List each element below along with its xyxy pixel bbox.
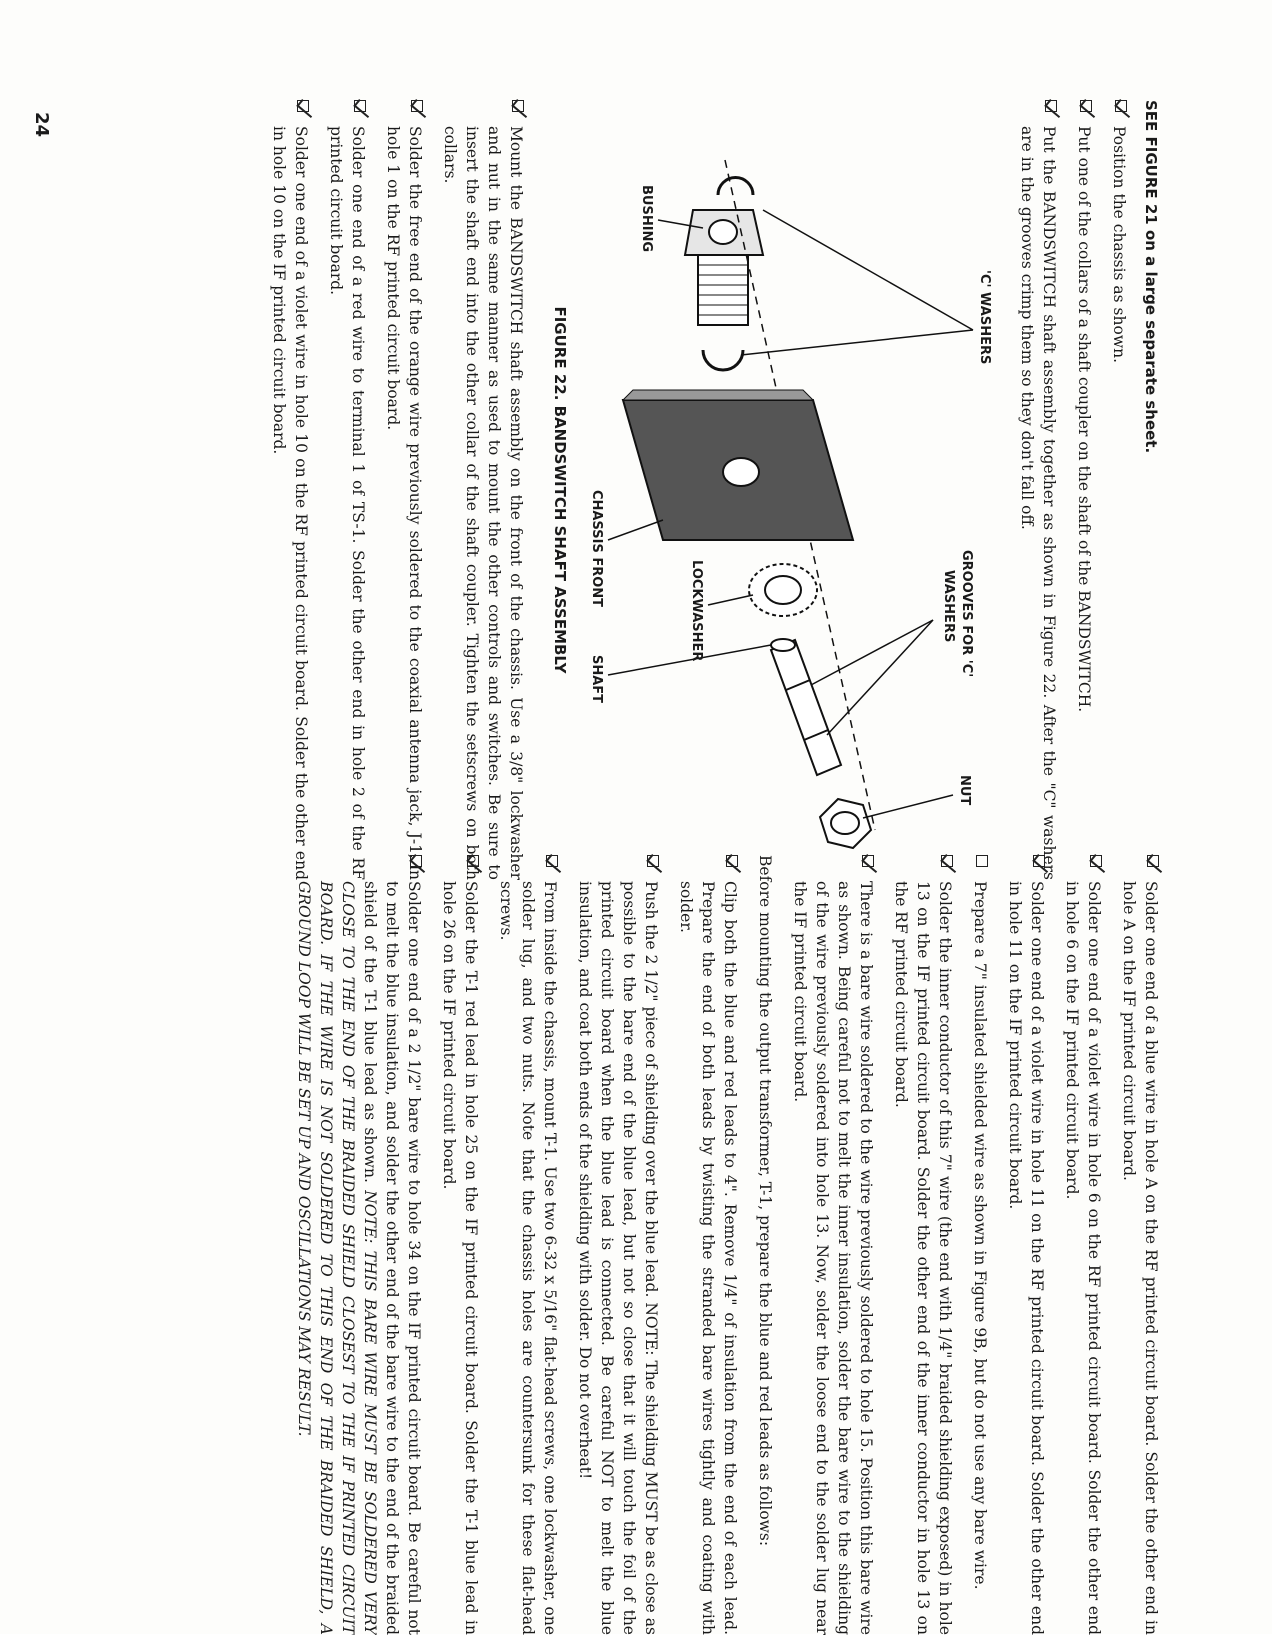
checkbox-icon[interactable] xyxy=(512,100,524,112)
checkbox-icon[interactable] xyxy=(862,855,874,867)
checkbox-icon[interactable] xyxy=(726,855,738,867)
step-mount-t1 xyxy=(495,855,561,1635)
step-solder-violet-wire-6 xyxy=(1061,855,1105,1635)
step-text: Position the chassis as shown. xyxy=(1110,126,1128,364)
step-text: Solder the free end of the orange wire previously soldered to the coaxial antenna jack, J-1, in hole 1 on the RF printed circuit board. xyxy=(384,126,424,880)
left-column xyxy=(255,100,1162,880)
step-clip-leads xyxy=(675,855,741,1635)
figure-22-diagram xyxy=(583,100,1003,880)
label-grooves: GROOVES FOR 'C' xyxy=(959,550,974,678)
label-washers: WASHERS xyxy=(941,570,956,643)
figure-22-caption: FIGURE 22. BANDSWITCH SHAFT ASSEMBLY xyxy=(551,306,569,674)
figure-21-heading: SEE FIGURE 21 on a large separate sheet. xyxy=(1142,100,1160,454)
checkbox-icon[interactable] xyxy=(976,855,988,867)
intro-output-transformer: Before mounting the output transformer, T-1, prepare the blue and red leads as follows: xyxy=(756,855,774,1547)
label-lockwasher: LOCKWASHER xyxy=(689,560,704,662)
step-text: Clip both the blue and red leads to 4". Remove 1/4" of insulation from the end of each lead. Prepare the end of both leads by twisting the stranded bare wires tightly and coating with solder. xyxy=(677,881,739,1635)
step-solder-blue-wire-a xyxy=(1118,855,1162,1635)
step-text: Solder the inner conductor of this 7" wire (the end with 1/4" braided shielding exposed) in hole 13 on the IF printed circuit board. Solder the other end of the inner conductor in hole 13 on the RF printed circuit board. xyxy=(892,881,954,1635)
checkbox-icon[interactable] xyxy=(297,100,309,112)
checkbox-icon[interactable] xyxy=(1147,855,1159,867)
step-mount-bandswitch xyxy=(439,100,527,880)
checkbox-icon[interactable] xyxy=(1033,855,1045,867)
step-text: Put one of the collars of a shaft coupler on the shaft of the BANDSWITCH. xyxy=(1075,126,1093,713)
checkbox-icon[interactable] xyxy=(411,100,423,112)
checkbox-icon[interactable] xyxy=(1090,855,1102,867)
step-solder-red-wire xyxy=(325,100,369,880)
step-put-collar xyxy=(1073,100,1095,880)
step-text: Push the 2 1/2" piece of shielding over the blue lead. NOTE: The shielding MUST be as close as possible to the bare end of the blue lead, but not so close that it will touch the foil of the printed circuit board when the blue lead is connected. Be careful NOT to melt the blue insulation, and coat both ends of the shielding with solder. Do not overheat! xyxy=(576,881,660,1635)
step-position-chassis xyxy=(1108,100,1130,880)
checkbox-icon[interactable] xyxy=(467,855,479,867)
right-column xyxy=(280,855,1162,1635)
step-text: Solder one end of a red wire to terminal 1 of TS-1. Solder the other end in hole 2 of the RF printed circuit board. xyxy=(327,126,367,880)
step-solder-orange-wire xyxy=(382,100,426,880)
step-push-shielding xyxy=(574,855,662,1635)
label-bushing: BUSHING xyxy=(639,185,654,253)
step-text: From inside the chassis, mount T-1. Use two 6-32 x 5/16" flat-head screws, one lockwasher, one solder lug, and two nuts. Note that the chassis holes are countersunk for these flat-head screws. xyxy=(497,881,559,1635)
step-text: Solder the T-1 red lead in hole 25 on the IF printed circuit board. Solder the T-1 blue lead in hole 26 on the IF printed circuit board. xyxy=(440,881,480,1635)
step-assemble-shaft xyxy=(1016,100,1060,880)
step-text: Solder one end of a violet wire in hole 11 on the RF printed circuit board. Solder the other end in hole 11 on the IF printed circuit board. xyxy=(1006,881,1046,1635)
checkbox-icon[interactable] xyxy=(941,855,953,867)
checkbox-icon[interactable] xyxy=(410,855,422,867)
label-chassis-front: CHASSIS FRONT xyxy=(589,490,604,608)
checkbox-icon[interactable] xyxy=(1115,100,1127,112)
checkbox-icon[interactable] xyxy=(1045,100,1057,112)
checkbox-icon[interactable] xyxy=(647,855,659,867)
step-text: Solder one end of a 2 1/2" bare wire to hole 34 on the IF printed circuit board. Be careful not to melt the blue insulation, and solder the other end of the bare wire to the end of the braided shield of the T-1 blue lead as shown. xyxy=(361,881,423,1635)
c-washer-left xyxy=(718,178,753,196)
step-text: Solder one end of a violet wire in hole 6 on the RF printed circuit board. Solder the other end in hole 6 on the IF printed circuit board. xyxy=(1063,881,1103,1635)
step-text: Put the BANDSWITCH shaft assembly together as shown in Figure 22. After the "C" washers are in the grooves crimp them so they don't fall off. xyxy=(1018,126,1058,880)
checkbox-icon[interactable] xyxy=(546,855,558,867)
step-text: Mount the BANDSWITCH shaft assembly on the front of the chassis. Use a 3/8" lockwasher and nut in the same manner as used to mount the other controls and switches. Be sure to insert the shaft end into the other collar of the shaft coupler. Tighten the setscrews on both collars. xyxy=(441,126,525,880)
step-text: Solder one end of a violet wire in hole 10 on the RF printed circuit board. Solder the other end in hole 10 on the IF printed circuit board. xyxy=(270,126,310,880)
checkbox-icon[interactable] xyxy=(354,100,366,112)
label-nut: NUT xyxy=(957,775,972,806)
step-text: Prepare a 7" insulated shielded wire as shown in Figure 9B, but do not use any bare wire. xyxy=(971,881,989,1590)
step-text: Solder one end of a blue wire in hole A on the RF printed circuit board. Solder the other end in hole A on the IF printed circuit board. xyxy=(1120,881,1160,1635)
step-solder-violet-wire-11 xyxy=(1004,855,1048,1635)
page-number: 24 xyxy=(31,112,52,138)
step-solder-violet-wire-10 xyxy=(268,100,312,880)
ground-loop-note: NOTE: THIS BARE WIRE MUST BE SOLDERED VERY CLOSE TO THE END OF THE BRAIDED SHIELD CLOSEST TO THE IF PRINTED CIRCUIT BOARD. IF THE WIRE IS NOT SOLDERED TO THIS END OF THE BRAIDED SHIELD, A GROUND LOOP WILL BE SET UP AND OSCILLATIONS MAY RESULT. xyxy=(295,881,379,1635)
step-solder-bare-wire-34 xyxy=(293,855,425,1635)
label-shaft: SHAFT xyxy=(589,655,604,704)
step-solder-t1-leads xyxy=(438,855,482,1635)
shaft-assembly-drawing xyxy=(583,100,1003,880)
shaft-drawing xyxy=(771,639,841,775)
step-solder-inner-conductor xyxy=(890,855,956,1635)
label-c-washers: 'C' WASHERS xyxy=(977,270,992,365)
step-text: There is a bare wire soldered to the wire previously soldered to hole 15. Position this bare wire as shown. Being careful not to melt the inner insulation, solder the bare wire to the shielding of the wire previously soldered into hole 13. Now, solder the loose end to the solder lug near the IF printed circuit board. xyxy=(791,881,875,1635)
step-bare-wire-hole-15 xyxy=(789,855,877,1635)
checkbox-icon[interactable] xyxy=(1080,100,1092,112)
step-prepare-shielded-wire xyxy=(969,855,991,1635)
c-washer-right xyxy=(703,350,743,370)
